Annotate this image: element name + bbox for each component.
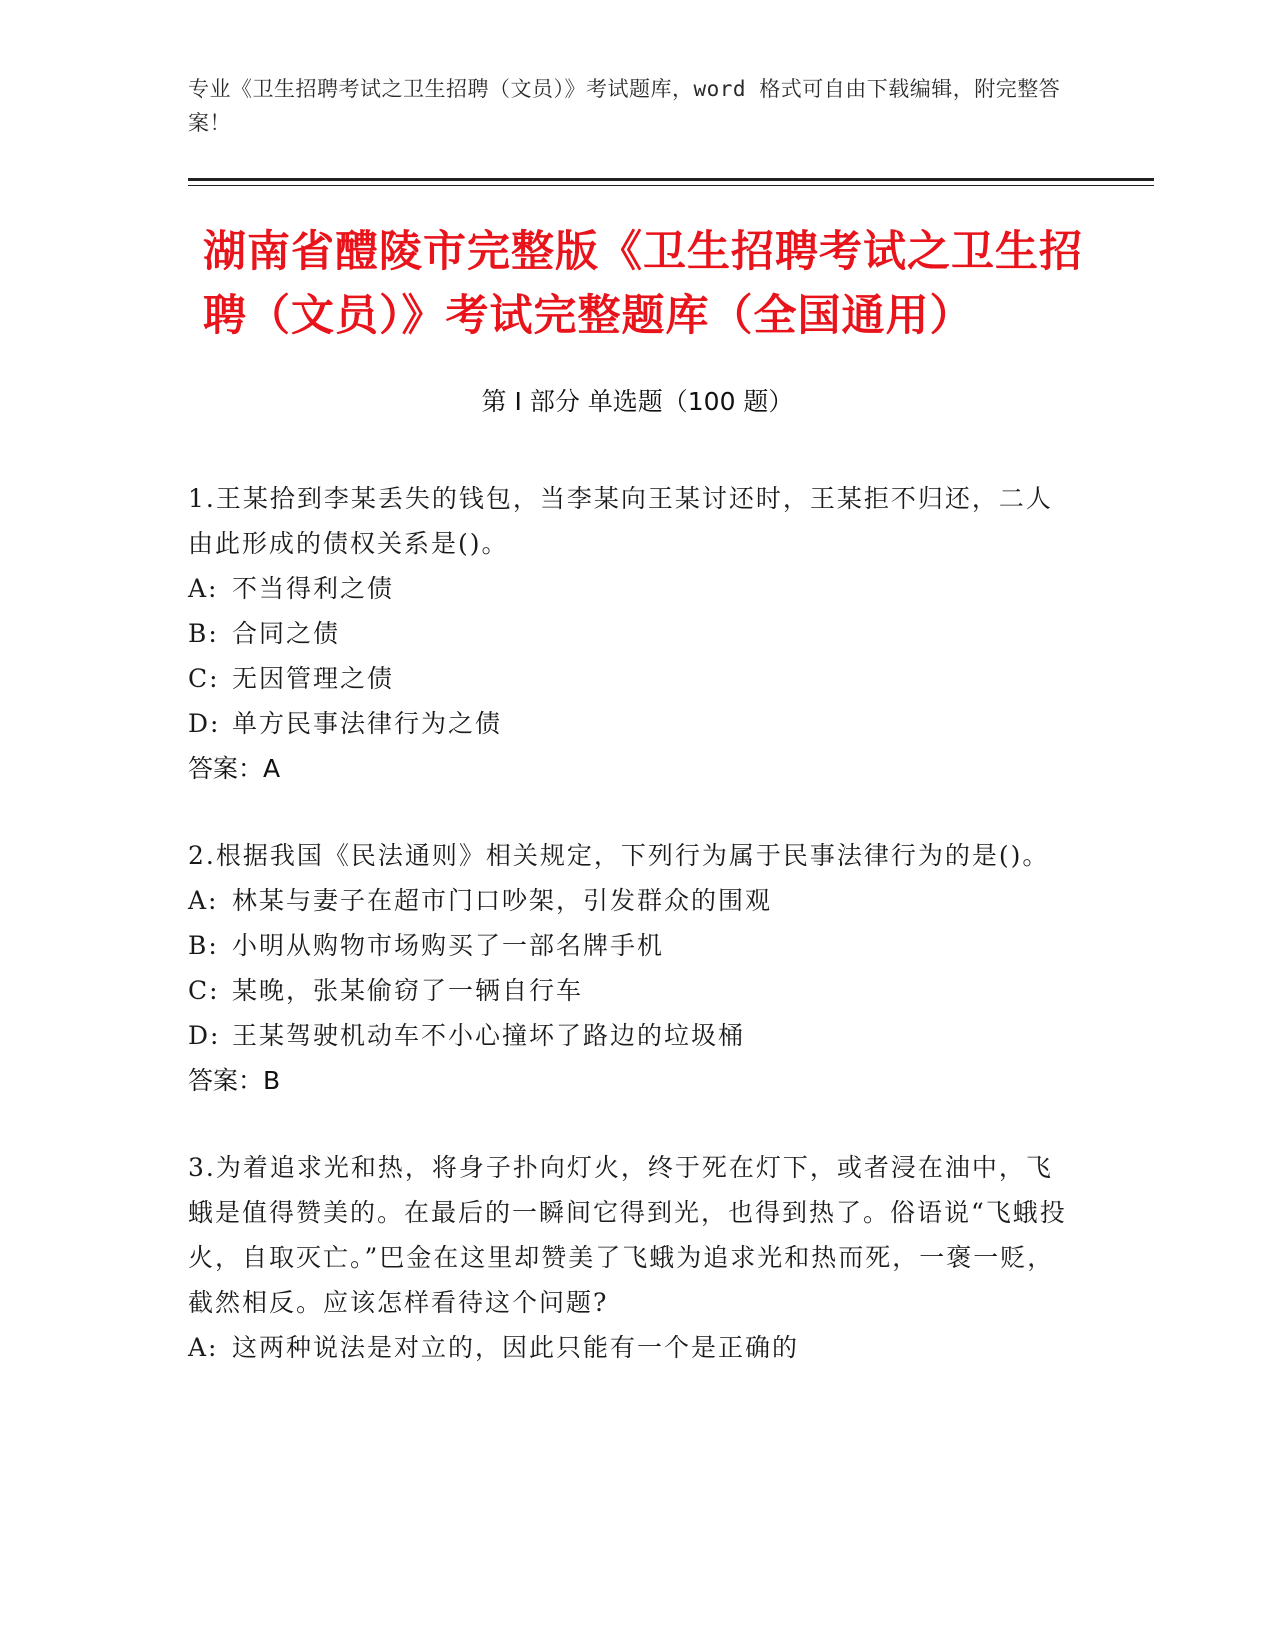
option-letter: A: bbox=[188, 886, 219, 915]
option-c bbox=[188, 968, 1068, 1013]
question-3 bbox=[188, 1145, 1068, 1370]
question-2 bbox=[188, 833, 1068, 1103]
section-heading: 第 I 部分 单选题（100 题） bbox=[481, 387, 794, 416]
option-b bbox=[188, 611, 1068, 656]
header-rule-thick bbox=[188, 178, 1154, 181]
document-title: 湖南省醴陵市完整版《卫生招聘考试之卫生招聘（文员）》考试完整题库（全国通用） bbox=[203, 227, 1083, 341]
option-letter: C: bbox=[188, 664, 220, 693]
question-list bbox=[188, 476, 1068, 1412]
answer-line: 答案：B bbox=[188, 1066, 281, 1095]
option-d bbox=[188, 1013, 1068, 1058]
question-stem: 1.王某拾到李某丢失的钱包，当李某向王某讨还时，王某拒不归还，二人由此形成的债权关系是()。 bbox=[188, 484, 1053, 558]
option-letter: B: bbox=[188, 931, 219, 960]
option-text: 某晚，张某偷窃了一辆自行车 bbox=[232, 976, 584, 1005]
option-text: 无因管理之债 bbox=[232, 664, 395, 693]
answer-line: 答案：A bbox=[188, 754, 281, 783]
option-c bbox=[188, 656, 1068, 701]
option-text: 林某与妻子在超市门口吵架，引发群众的围观 bbox=[232, 886, 773, 915]
option-text: 王某驾驶机动车不小心撞坏了路边的垃圾桶 bbox=[232, 1021, 746, 1050]
option-a bbox=[188, 878, 1068, 923]
option-text: 不当得利之债 bbox=[232, 574, 395, 603]
option-letter: A: bbox=[188, 1333, 219, 1362]
header-note: 专业《卫生招聘考试之卫生招聘（文员）》考试题库，word 格式可自由下载编辑，附完整答案！ bbox=[188, 77, 1061, 135]
option-letter: D: bbox=[188, 1021, 221, 1050]
option-d bbox=[188, 701, 1068, 746]
option-text: 单方民事法律行为之债 bbox=[232, 709, 503, 738]
question-stem: 2.根据我国《民法通则》相关规定，下列行为属于民事法律行为的是()。 bbox=[188, 841, 1050, 870]
option-a bbox=[188, 566, 1068, 611]
option-a bbox=[188, 1325, 1068, 1370]
option-text: 合同之债 bbox=[232, 619, 341, 648]
option-letter: D: bbox=[188, 709, 221, 738]
option-b bbox=[188, 923, 1068, 968]
option-letter: B: bbox=[188, 619, 219, 648]
option-letter: C: bbox=[188, 976, 220, 1005]
question-1 bbox=[188, 476, 1068, 791]
option-text: 小明从购物市场购买了一部名牌手机 bbox=[232, 931, 665, 960]
header-rule-thin bbox=[188, 185, 1154, 186]
option-text: 这两种说法是对立的，因此只能有一个是正确的 bbox=[232, 1333, 800, 1362]
question-stem: 3.为着追求光和热，将身子扑向灯火，终于死在灯下，或者浸在油中，飞蛾是值得赞美的。在最后的一瞬间它得到光，也得到热了。俗语说“飞蛾投火，自取灭亡。”巴金在这里却赞美了飞蛾为追求光和热而死，一褒一贬，截然相反。应该怎样看待这个问题? bbox=[188, 1153, 1067, 1317]
option-letter: A: bbox=[188, 574, 219, 603]
